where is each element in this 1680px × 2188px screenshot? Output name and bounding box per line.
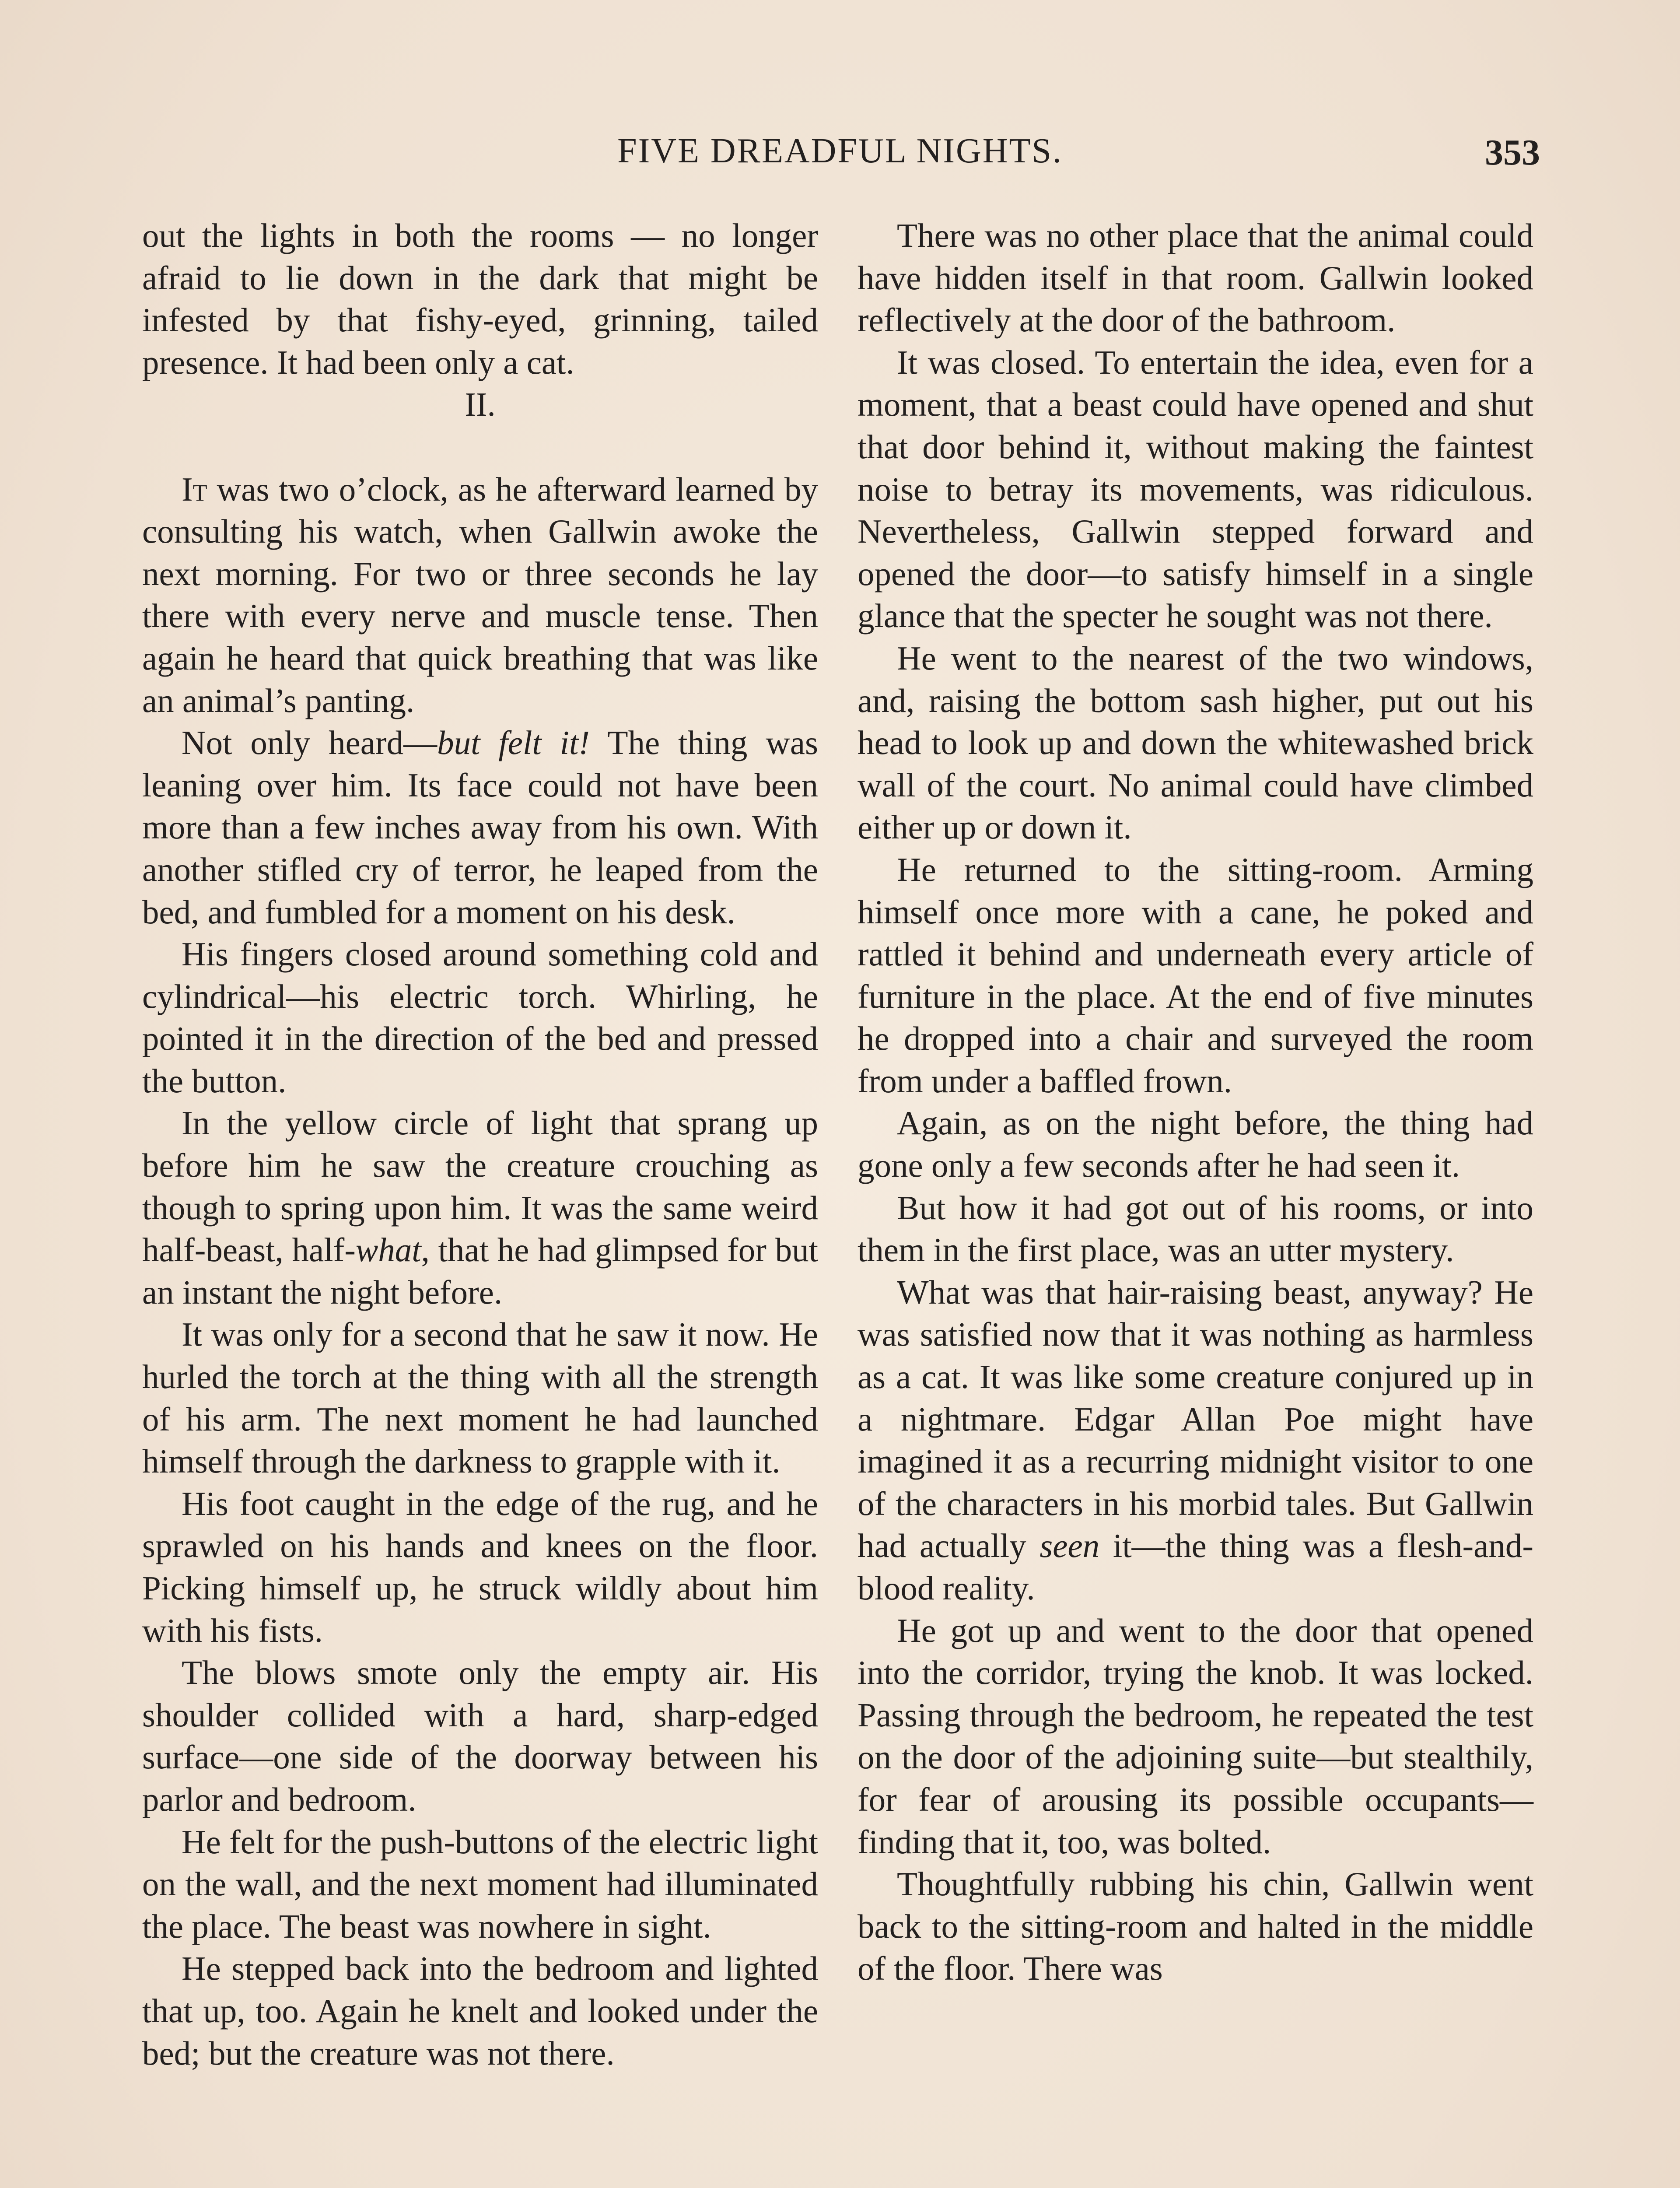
paragraph: Thoughtfully rubbing his chin, Gallwin went back to the sitting-room and halted in the middle of the floor. There was xyxy=(858,1865,1533,1988)
running-header xyxy=(140,131,1540,179)
paragraph: There was no other place that the animal could have hidden itself in that room. Gallwin looked reflectively at the door of the bathroom. xyxy=(858,217,1533,339)
italic-text: seen xyxy=(1040,1527,1100,1565)
paragraph: out the lights in both the rooms — no longer afraid to lie down in the dark that might be infested by that fishy-eyed, grinning, tailed presence. It had been only a cat. xyxy=(142,217,818,381)
page-number: 353 xyxy=(1485,132,1540,173)
paragraph: He returned to the sitting-room. Arming himself once more with a cane, he poked and rattled it behind and underneath every article of furniture in the place. At the end of five minutes he dropped into a chair and surveyed the room from under a baffled frown. xyxy=(858,850,1533,1100)
section-heading: II. xyxy=(465,386,496,424)
right-column xyxy=(858,214,1533,1990)
paragraph: His foot caught in the edge of the rug, and he sprawled on his hands and knees on the floor. Picking himself up, he struck wildly about him with his fists. xyxy=(142,1484,818,1649)
paragraph: He stepped back into the bedroom and lighted that up, too. Again he knelt and looked under the bed; but the creature was not there. xyxy=(142,1950,818,2072)
paragraph: The blows smote only the empty air. His shoulder collided with a hard, sharp-edged surface—one side of the doorway between his parlor and bedroom. xyxy=(142,1654,818,1818)
paragraph: He felt for the push-buttons of the electric light on the wall, and the next moment had illuminated the place. The beast was nowhere in sight. xyxy=(142,1823,818,1945)
italic-text: but felt it! xyxy=(437,724,590,762)
drop-word: It xyxy=(182,470,207,508)
left-column xyxy=(142,214,818,2074)
paragraph: It was only for a second that he saw it now. He hurled the torch at the thing with all the strength of his arm. The next moment he had launched himself through the darkness to grapple with it. xyxy=(142,1315,818,1480)
paragraph: His fingers closed around something cold and cylindrical—his electric torch. Whirling, he pointed it in the direction of the bed and pressed the button. xyxy=(142,935,818,1100)
running-title: FIVE DREADFUL NIGHTS. xyxy=(617,132,1063,170)
paragraph: What was that hair-raising beast, anyway? He was satisfied now that it was nothing as harmless as a cat. It was like some creature conjured up in a nightmare. Edgar Allan Poe might have imagined it as a recurring midnight visitor to one of the characters in his morbid tales. But Gallwin had actually seen it—the thing was a flesh-and-blood reality. xyxy=(858,1273,1534,1607)
paragraph: It was closed. To entertain the idea, even for a moment, that a beast could have opened and shut that door behind it, without making the faintest noise to betray its movements, was ridiculous. Nevertheless, Gallwin stepped forward and opened the door—to satisfy himself in a single glance that the specter he sought was not there. xyxy=(858,343,1533,635)
paragraph: He got up and went to the door that opened into the corridor, trying the knob. It was locked. Passing through the bedroom, he repeated the test on the door of the adjoining suite—but stealthily, for fear of arousing its possible occupants—finding that it, too, was bolted. xyxy=(858,1611,1533,1861)
paragraph: He went to the nearest of the two windows, and, raising the bottom sash higher, put out his head to look up and down the whitewashed brick wall of the court. No animal could have climbed either up or down it. xyxy=(858,639,1533,846)
italic-text: what xyxy=(355,1231,421,1269)
paragraph: Not only heard—but felt it! The thing was leaning over him. Its face could not have been more than a few inches away from his own. With another stifled cry of terror, he leaped from the bed, and fumbled for a moment on his desk. xyxy=(142,724,818,931)
paragraph: In the yellow circle of light that sprang up before him he saw the creature crouching as though to spring upon him. It was the same weird half-beast, half-what, that he had glimpsed for but an instant the night before. xyxy=(142,1104,819,1311)
paragraph: It was two o’clock, as he afterward learned by consulting his watch, when Gallwin awoke the next morning. For two or three seconds he lay there with every nerve and muscle tense. Then again he heard that quick breathing that was like an animal’s panting. xyxy=(142,470,818,719)
paragraph: But how it had got out of his rooms, or into them in the first place, was an utter mystery. xyxy=(858,1189,1533,1269)
paragraph: Again, as on the night before, the thing had gone only a few seconds after he had seen it. xyxy=(858,1104,1533,1185)
